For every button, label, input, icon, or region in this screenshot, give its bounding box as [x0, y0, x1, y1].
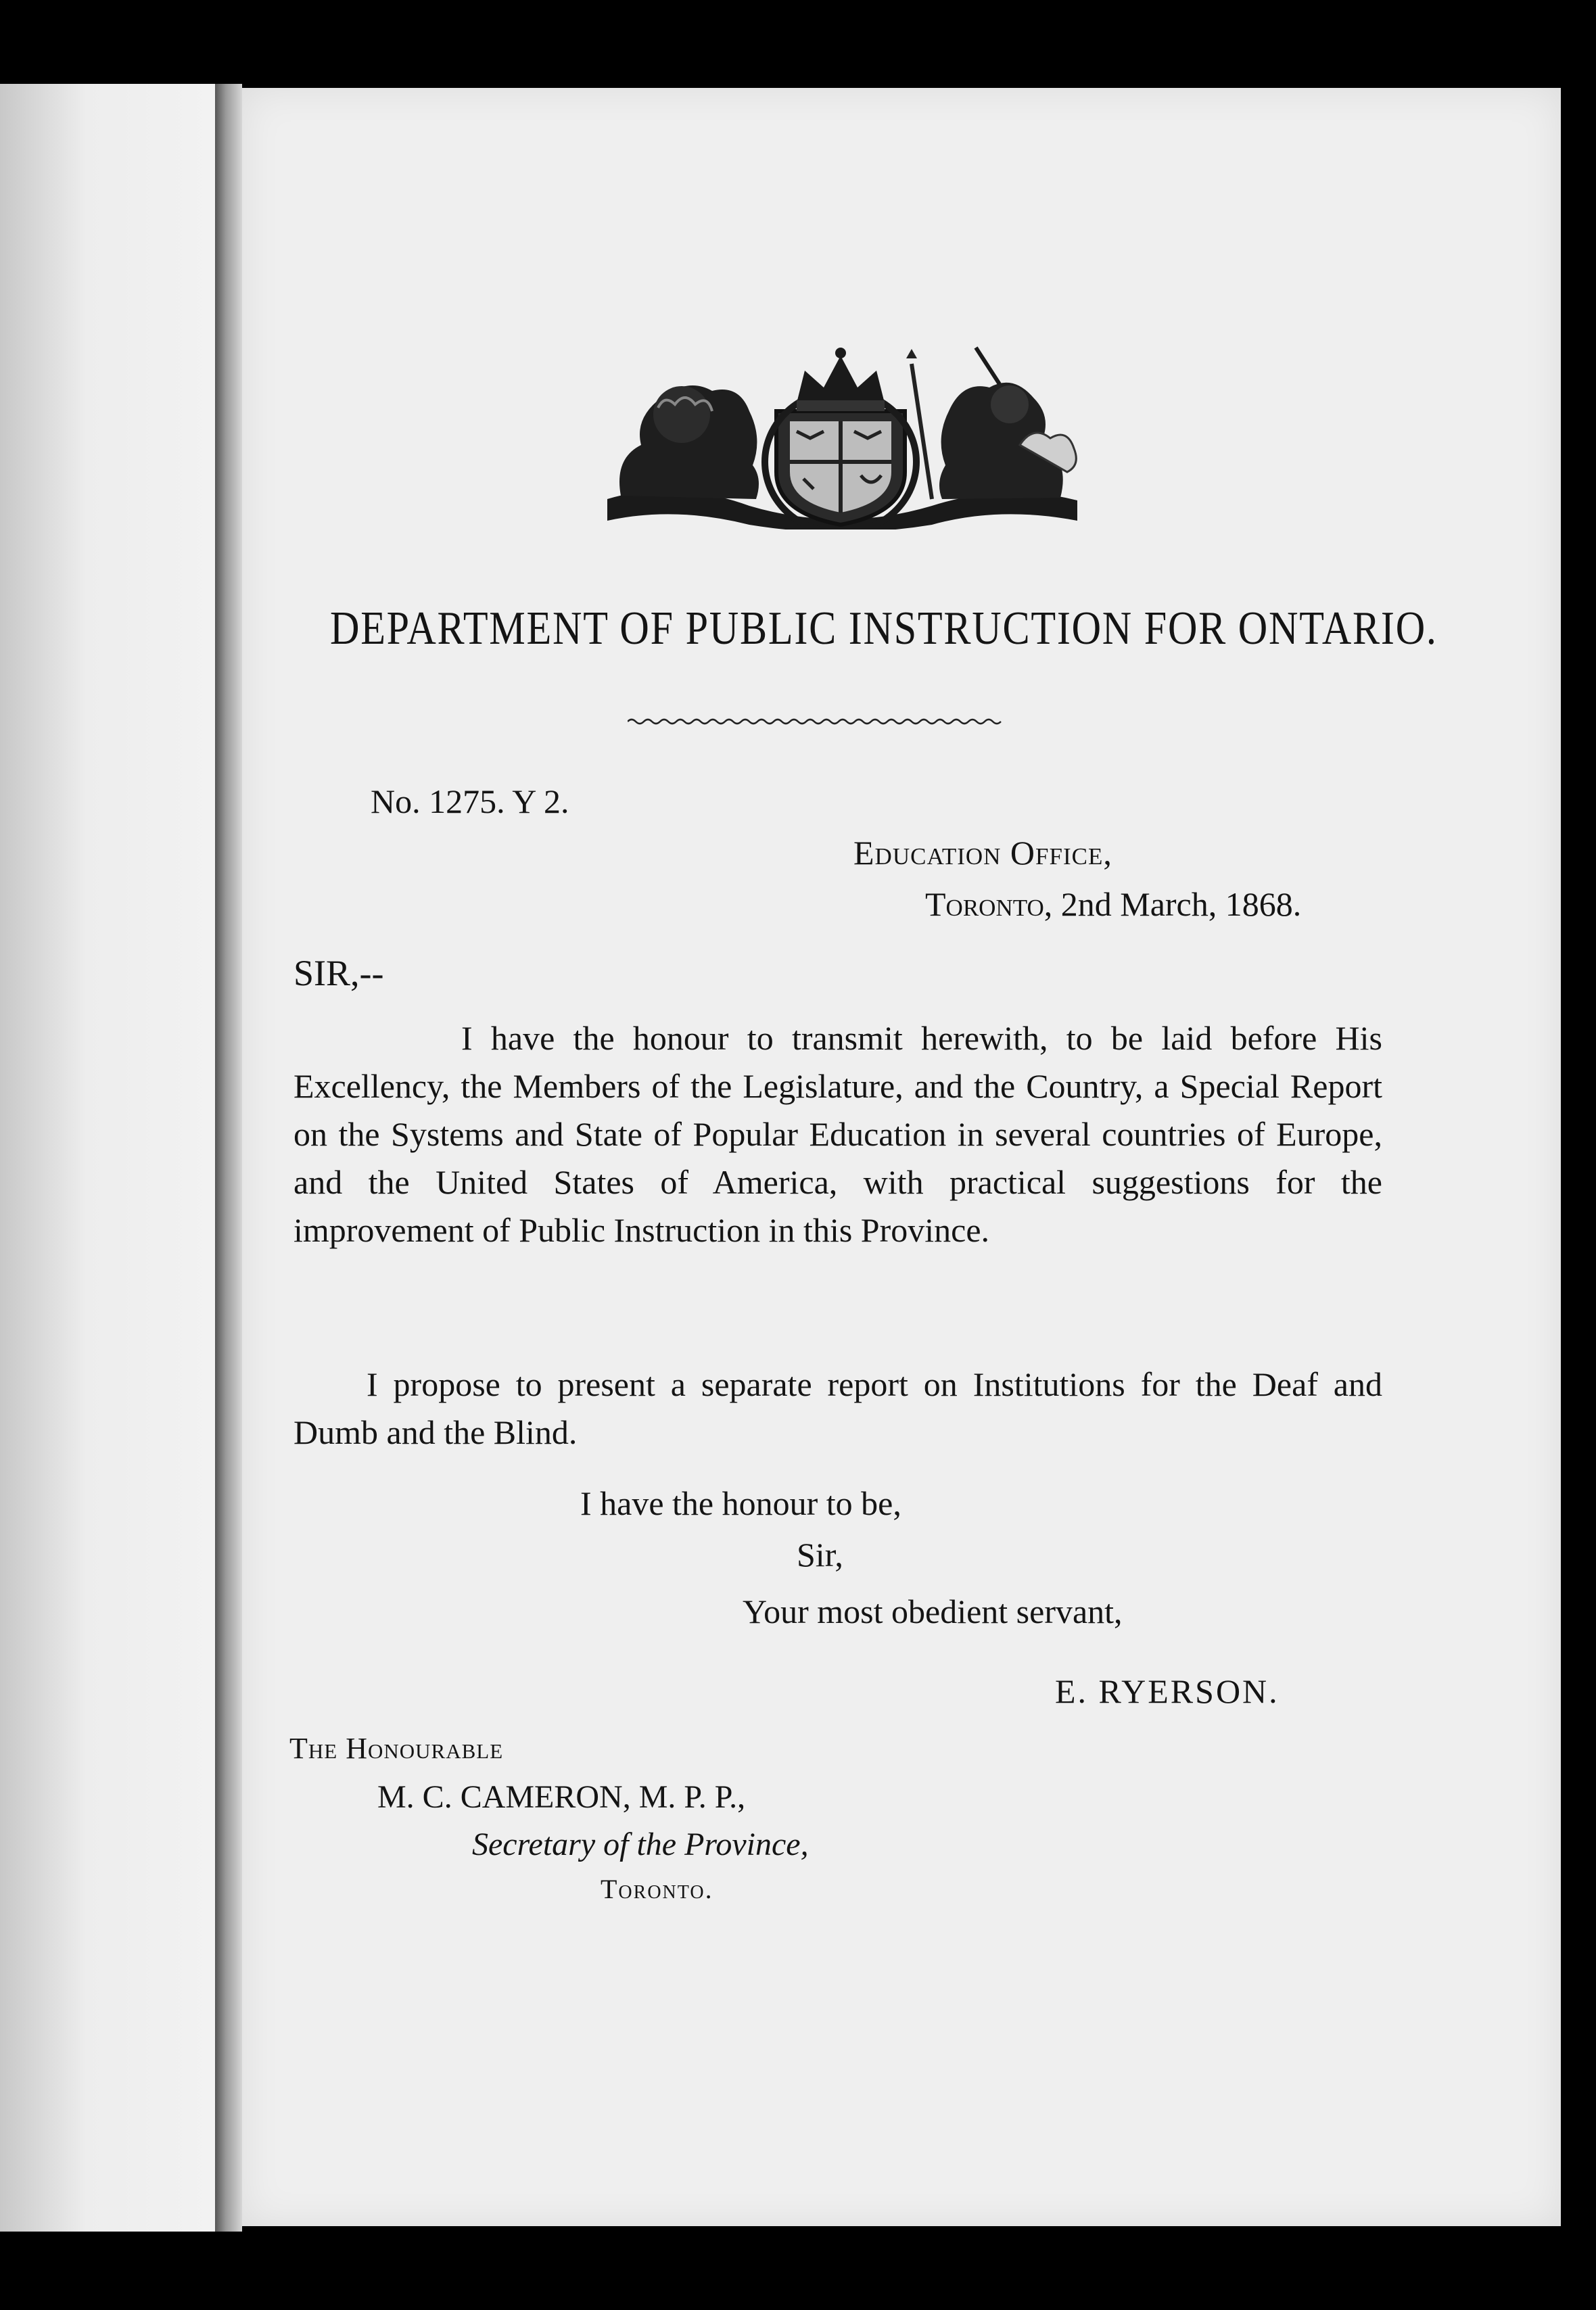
reference-number: No. 1275. Y 2.: [371, 782, 569, 820]
place: Toronto,: [925, 885, 1053, 923]
place-and-date: [925, 885, 1301, 924]
date: 2nd March, 1868.: [1060, 885, 1302, 923]
office-name: Education Office,: [853, 834, 1112, 872]
body-paragraph-2: I propose to present a separate report on Institutions for the Deaf and Dumb and the Blind.: [294, 1365, 1382, 1451]
department-heading: DEPARTMENT OF PUBLIC INSTRUCTION FOR ONTARIO.: [330, 603, 1438, 655]
salutation: SIR,--: [294, 953, 384, 993]
signature: E. RYERSON.: [1055, 1672, 1280, 1710]
closing-line-1: I have the honour to be,: [580, 1484, 901, 1522]
addressee-city: Toronto.: [601, 1874, 713, 1904]
closing-line-3: Your most obedient servant,: [743, 1593, 1123, 1630]
addressee-name: M. C. CAMERON, M. P. P.,: [377, 1779, 746, 1815]
facing-page: [0, 84, 215, 2232]
addressee-title: The Honourable: [289, 1732, 504, 1765]
closing-line-2: Sir,: [797, 1536, 843, 1574]
royal-coat-of-arms-icon: [594, 344, 1087, 529]
addressee-office: Secretary of the Province,: [472, 1826, 809, 1862]
body-paragraph-1: I have the honour to transmit herewith, to be laid before His Excellency, the Members of the Legislature, and the Country, a Special Report on the Systems and State of Popular Education in several countries of Europe, and the United States of America, with practical suggestions for the improvement of Public Instruction in this Province.: [294, 1019, 1382, 1249]
ornamental-rule: [628, 717, 1013, 726]
book-gutter: [215, 84, 242, 2232]
